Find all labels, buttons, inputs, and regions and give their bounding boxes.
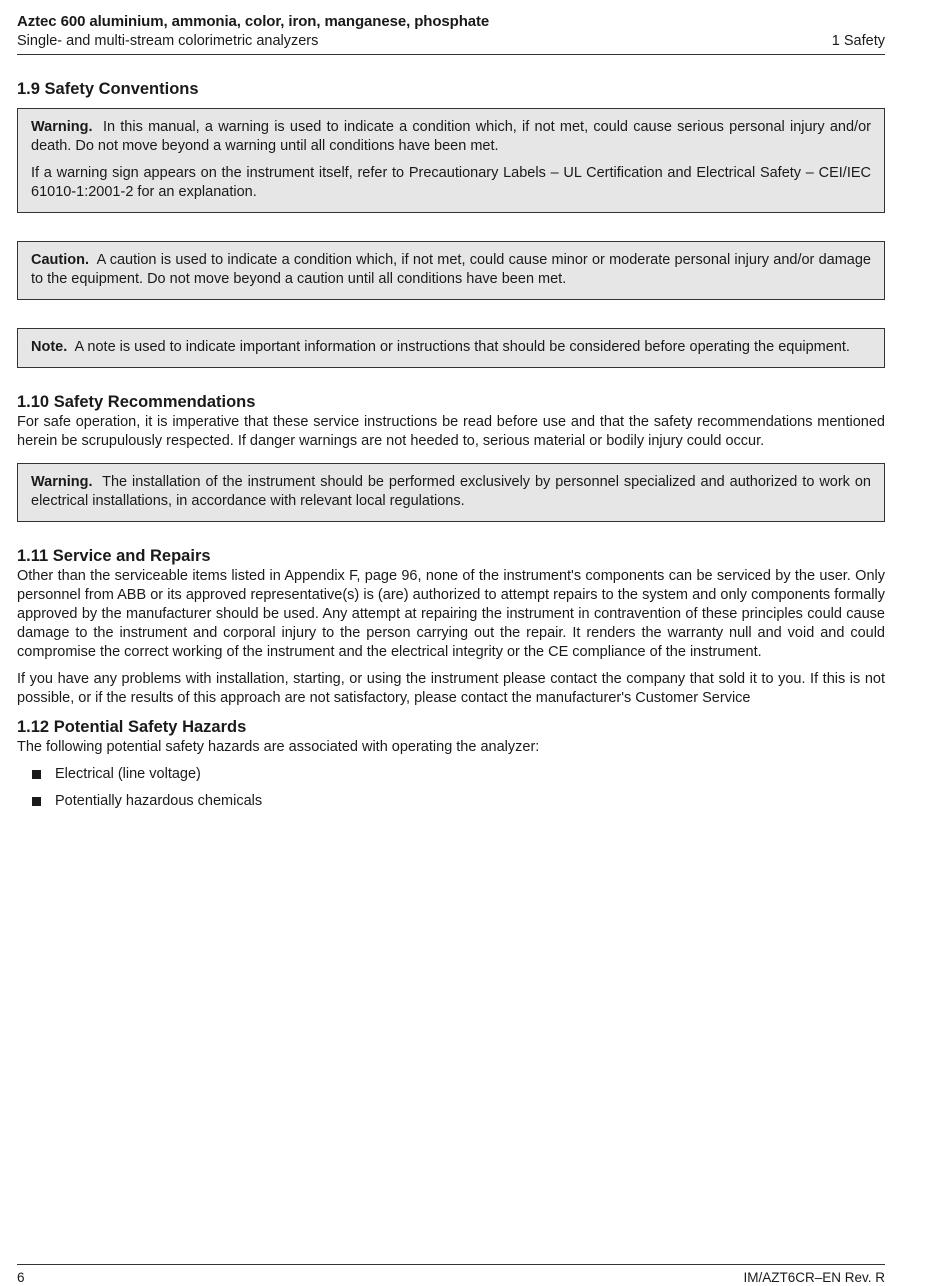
page-content <box>17 79 885 811</box>
document-id: IM/AZT6CR–EN Rev. R <box>743 1270 885 1285</box>
note-paragraph <box>31 338 871 357</box>
page-number: 6 <box>17 1270 25 1285</box>
caution-label: Caution. <box>31 252 89 268</box>
document-title: Aztec 600 aluminium, ammonia, color, iron, manganese, phosphate <box>17 13 490 30</box>
warning-label: Warning. <box>31 119 93 135</box>
chapter-label: 1 Safety <box>831 33 885 49</box>
hazards-list <box>17 765 885 811</box>
warning-paragraph <box>31 118 871 156</box>
note-label: Note. <box>31 339 68 355</box>
safety-recommendations-text: For safe operation, it is imperative that these service instructions be read before use and that the safety recommendations mentioned herein be scrupulously respected. If danger warnings are not heeded to, serious material or bodily injury could occur. <box>17 414 885 449</box>
list-item: Potentially hazardous chemicals <box>17 792 885 811</box>
list-item: Electrical (line voltage) <box>17 765 885 784</box>
page-footer <box>17 1269 885 1286</box>
service-repairs-text: Other than the serviceable items listed in Appendix F, page 96, none of the instrument's components can be serviced by the user. Only personnel from ABB or its approved representative(s) is (are) authorized to attempt repairs to the system and only components formally approved by the manufacturer should be used. Any attempt at repairing the instrument in contravention of these principles could cause damage to the instrument and corporal injury to the person carrying out the repair. It renders the warranty null and void and could compromise the correct working of the instrument and the electrical integrity or the CE compliance of the instrument. <box>17 568 885 660</box>
note-box <box>17 328 885 368</box>
installation-warning-paragraph <box>31 473 871 511</box>
document-page <box>17 0 885 1285</box>
warning-text: In this manual, a warning is used to indicate a condition which, if not met, could cause serious personal injury and/or death. Do not move beyond a warning until all conditions have been met. <box>31 119 871 154</box>
section-heading-1-12: 1.12 Potential Safety Hazards <box>17 718 247 736</box>
note-text: A note is used to indicate important information or instructions that should be considered before operating the equipment. <box>74 339 850 355</box>
installation-warning-text: The installation of the instrument should be performed exclusively by personnel specialized and authorized to work on electrical installations, in accordance with relevant local regulations. <box>31 474 871 509</box>
footer-divider <box>17 1264 885 1265</box>
hazards-intro-text: The following potential safety hazards are associated with operating the analyzer: <box>17 739 540 755</box>
section-heading-1-9: 1.9 Safety Conventions <box>17 80 199 98</box>
section-heading-1-10: 1.10 Safety Recommendations <box>17 393 256 411</box>
section-heading-1-11: 1.11 Service and Repairs <box>17 547 211 565</box>
caution-paragraph <box>31 251 871 289</box>
contact-text: If you have any problems with installation, starting, or using the instrument please contact the company that sold it to you. If this is not possible, or if the results of this approach are not satisfactory, please contact the manufacturer's Customer Service <box>17 671 885 706</box>
warning-box <box>17 108 885 213</box>
warning-label: Warning. <box>31 474 93 490</box>
page-header <box>17 12 885 51</box>
caution-box <box>17 241 885 300</box>
document-subtitle: Single- and multi-stream colorimetric analyzers <box>17 33 319 49</box>
header-divider <box>17 54 885 55</box>
caution-text: A caution is used to indicate a condition which, if not met, could cause minor or moderate personal injury and/or damage to the equipment. Do not move beyond a caution until all conditions have been met. <box>31 252 871 287</box>
installation-warning-box <box>17 463 885 522</box>
warning-sign-text: If a warning sign appears on the instrument itself, refer to Precautionary Labels – UL Certification and Electrical Safety – CEI/IEC 61010-1:2001-2 for an explanation. <box>31 165 871 200</box>
